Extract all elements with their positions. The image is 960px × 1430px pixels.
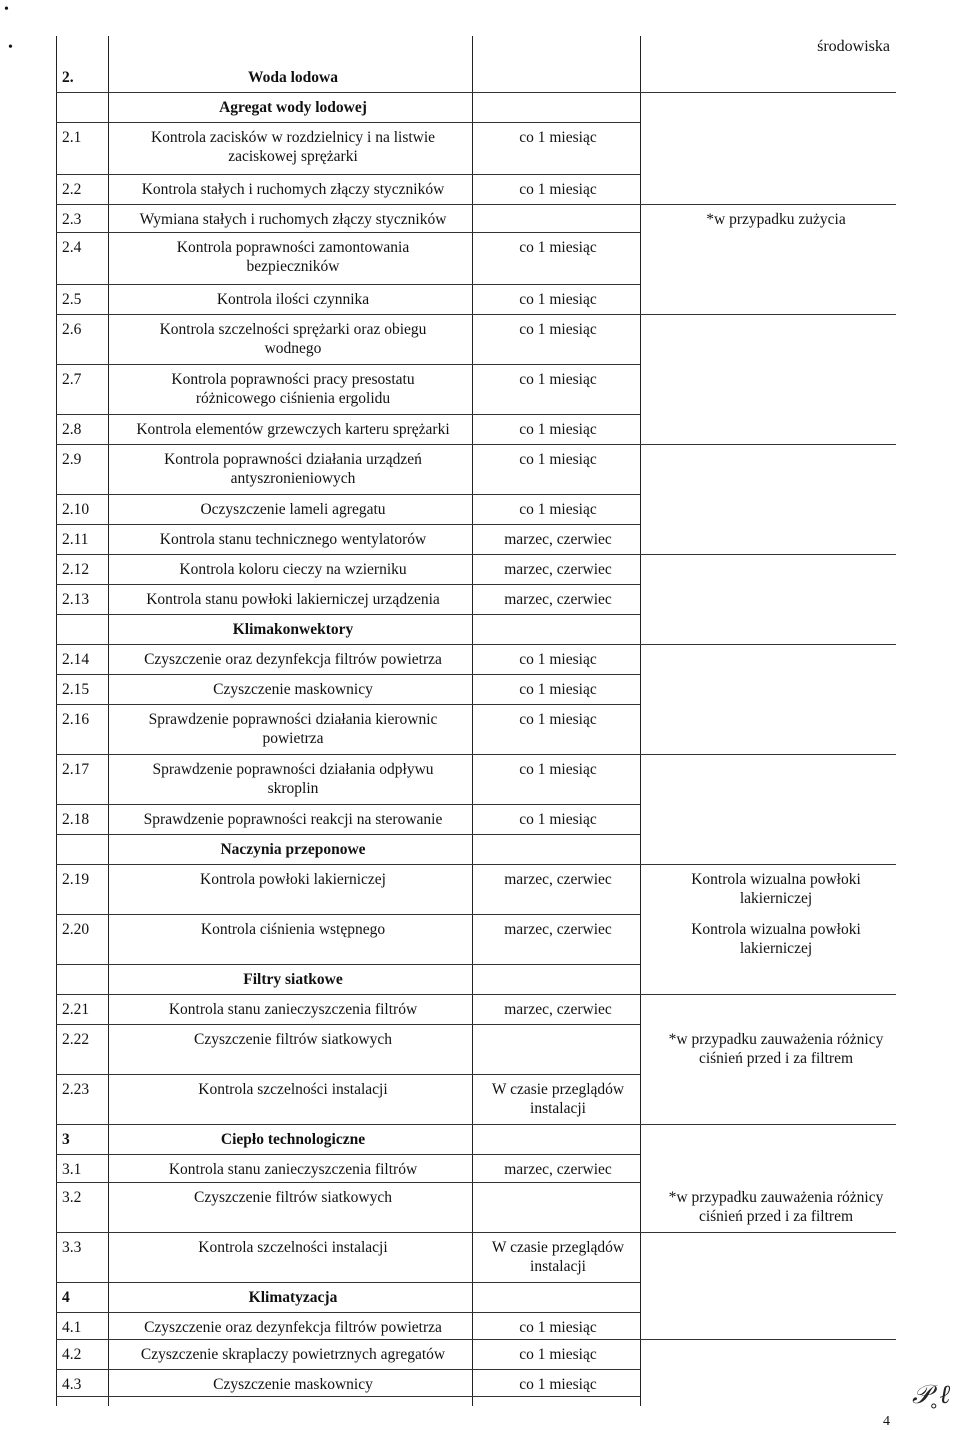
task-description: Kontrola stanu powłoki lakierniczej urządzenia <box>146 591 440 608</box>
row-separator <box>56 284 640 285</box>
row-separator <box>56 524 640 525</box>
row-separator <box>56 914 640 915</box>
row-number: 2.9 <box>62 451 82 468</box>
row-number: 2.2 <box>62 181 82 198</box>
row-separator <box>56 644 896 645</box>
row-separator <box>56 92 896 93</box>
row-separator <box>56 1024 640 1025</box>
row-separator <box>56 314 896 315</box>
task-description: Sprawdzenie poprawności działania odpływu skroplin <box>152 761 434 797</box>
section-heading: Agregat wody lodowej <box>219 99 367 116</box>
row-separator <box>56 1312 640 1313</box>
row-number: 2.7 <box>62 371 82 388</box>
task-description: Kontrola stałych i ruchomych złączy styczników <box>141 181 445 198</box>
row-number: 4.1 <box>62 1319 82 1336</box>
task-description: Oczyszczenie lameli agregatu <box>200 501 386 518</box>
section-heading: Filtry siatkowe <box>243 971 343 988</box>
task-frequency: marzec, czerwiec <box>504 561 612 578</box>
row-number: 2.19 <box>62 871 90 888</box>
row-number: 4.3 <box>62 1376 82 1393</box>
task-frequency: co 1 miesiąc <box>519 1319 597 1336</box>
task-description: Kontrola ilości czynnika <box>216 291 370 308</box>
task-description: Kontrola poprawności pracy presostatu różnicowego ciśnienia ergolidu <box>171 371 415 407</box>
row-separator <box>56 964 640 965</box>
row-separator <box>56 1396 640 1397</box>
task-frequency: co 1 miesiąc <box>519 371 597 388</box>
row-separator <box>56 444 896 445</box>
row-number: 2.6 <box>62 321 82 338</box>
task-frequency: co 1 miesiąc <box>519 501 597 518</box>
row-number: 3.1 <box>62 1161 82 1178</box>
task-description: Sprawdzenie poprawności działania kierownic powietrza <box>148 711 438 747</box>
task-note: *w przypadku zauważenia różnicy ciśnień przed i za filtrem <box>668 1031 884 1067</box>
row-separator <box>56 1339 896 1340</box>
task-frequency: co 1 miesiąc <box>519 291 597 308</box>
row-number: 2.15 <box>62 681 90 698</box>
row-number: 2.3 <box>62 211 82 228</box>
task-frequency: W czasie przeglądów instalacji <box>491 1081 625 1117</box>
row-separator <box>56 494 640 495</box>
task-frequency: co 1 miesiąc <box>519 811 597 828</box>
task-description: Kontrola szczelności instalacji <box>198 1081 388 1098</box>
task-frequency: marzec, czerwiec <box>504 1001 612 1018</box>
handwritten-signature: 𝒫˳ℓ <box>912 1380 951 1409</box>
task-description: Kontrola stanu technicznego wentylatorów <box>159 531 427 548</box>
task-description: Kontrola elementów grzewczych karteru sprężarki <box>136 421 450 438</box>
row-number: 2.4 <box>62 239 82 256</box>
task-description: Wymiana stałych i ruchomych złączy styczników <box>139 211 447 228</box>
task-description: Kontrola ciśnienia wstępnego <box>200 921 386 938</box>
page-number: 4 <box>883 1414 890 1429</box>
column-rule-left <box>56 36 57 1406</box>
row-number: 2.18 <box>62 811 90 828</box>
row-separator <box>56 834 640 835</box>
row-number: 3 <box>62 1131 70 1148</box>
row-separator <box>56 804 640 805</box>
task-frequency: co 1 miesiąc <box>519 761 597 778</box>
row-separator <box>56 1074 640 1075</box>
row-number: 2.20 <box>62 921 90 938</box>
task-description: Czyszczenie maskownicy <box>213 681 373 698</box>
row-separator <box>56 614 640 615</box>
task-description: Kontrola szczelności sprężarki oraz obiegu wodnego <box>159 321 427 357</box>
task-frequency: marzec, czerwiec <box>504 531 612 548</box>
task-frequency: W czasie przeglądów instalacji <box>491 1239 625 1275</box>
section-heading: Klimatyzacja <box>248 1289 338 1306</box>
task-frequency: co 1 miesiąc <box>519 711 597 728</box>
row-number: 4.2 <box>62 1346 82 1363</box>
row-separator <box>56 414 640 415</box>
row-number: 2.17 <box>62 761 90 778</box>
task-description: Kontrola zacisków w rozdzielnicy i na listwie zaciskowej sprężarki <box>150 129 436 165</box>
task-frequency: marzec, czerwiec <box>504 871 612 888</box>
task-frequency: co 1 miesiąc <box>519 1346 597 1363</box>
row-separator <box>56 1282 640 1283</box>
row-separator <box>56 1369 640 1370</box>
task-description: Kontrola stanu zanieczyszczenia filtrów <box>168 1161 418 1178</box>
task-description: Czyszczenie skraplaczy powietrznych agregatów <box>140 1346 446 1363</box>
section-heading: Naczynia przeponowe <box>220 841 366 858</box>
row-separator <box>56 232 640 233</box>
row-number: 2.1 <box>62 129 82 146</box>
row-number: 2.22 <box>62 1031 90 1048</box>
task-description: Czyszczenie oraz dezynfekcja filtrów powietrza <box>144 1319 442 1336</box>
task-frequency: marzec, czerwiec <box>504 591 612 608</box>
section-heading: Ciepło technologiczne <box>220 1131 366 1148</box>
task-description: Kontrola poprawności zamontowania bezpieczników <box>176 239 410 275</box>
task-description: Kontrola szczelności instalacji <box>198 1239 388 1256</box>
row-number: 2.10 <box>62 501 90 518</box>
row-separator <box>56 864 896 865</box>
row-number: 2.16 <box>62 711 90 728</box>
task-frequency: co 1 miesiąc <box>519 451 597 468</box>
scan-speck: • <box>4 2 9 17</box>
row-separator <box>56 754 896 755</box>
row-number: 2.5 <box>62 291 82 308</box>
row-number: 2.13 <box>62 591 90 608</box>
section-heading: Woda lodowa <box>247 69 338 86</box>
task-frequency: co 1 miesiąc <box>519 651 597 668</box>
task-description: Czyszczenie filtrów siatkowych <box>194 1031 392 1048</box>
task-description: Kontrola stanu zanieczyszczenia filtrów <box>168 1001 418 1018</box>
column-header-note: środowiska <box>817 38 890 55</box>
task-frequency: co 1 miesiąc <box>519 321 597 338</box>
section-heading: Klimakonwektory <box>232 621 354 638</box>
task-description: Sprawdzenie poprawności reakcji na sterowanie <box>143 811 443 828</box>
task-description: Czyszczenie oraz dezynfekcja filtrów powietrza <box>144 651 442 668</box>
row-number: 2.8 <box>62 421 82 438</box>
task-frequency: co 1 miesiąc <box>519 181 597 198</box>
task-frequency: marzec, czerwiec <box>504 1161 612 1178</box>
task-frequency: co 1 miesiąc <box>519 681 597 698</box>
task-description: Kontrola poprawności działania urządzeń antyszronieniowych <box>164 451 422 487</box>
task-description: Czyszczenie filtrów siatkowych <box>194 1189 392 1206</box>
row-separator <box>56 674 640 675</box>
row-separator <box>56 174 640 175</box>
task-note: *w przypadku zużycia <box>706 211 846 228</box>
row-separator <box>56 554 896 555</box>
row-number: 3.2 <box>62 1189 82 1206</box>
task-frequency: co 1 miesiąc <box>519 1376 597 1393</box>
task-description: Czyszczenie maskownicy <box>213 1376 373 1393</box>
task-frequency: marzec, czerwiec <box>504 921 612 938</box>
row-number: 2.14 <box>62 651 90 668</box>
row-number: 2.21 <box>62 1001 90 1018</box>
row-number: 2.12 <box>62 561 90 578</box>
row-separator <box>56 1182 640 1183</box>
task-description: Kontrola powłoki lakierniczej <box>200 871 386 888</box>
row-number: 2. <box>62 69 74 86</box>
row-separator <box>56 122 640 123</box>
row-number: 2.23 <box>62 1081 90 1098</box>
row-separator <box>56 1232 896 1233</box>
task-frequency: co 1 miesiąc <box>519 129 597 146</box>
task-note: Kontrola wizualna powłoki lakierniczej <box>691 871 861 907</box>
row-number: 2.11 <box>62 531 89 548</box>
row-number: 3.3 <box>62 1239 82 1256</box>
task-frequency: co 1 miesiąc <box>519 239 597 256</box>
row-separator <box>56 364 640 365</box>
scan-speck: • <box>8 40 13 55</box>
row-separator <box>56 704 640 705</box>
row-separator <box>56 204 896 205</box>
row-number: 4 <box>62 1289 70 1306</box>
task-note: Kontrola wizualna powłoki lakierniczej <box>691 921 861 957</box>
row-separator <box>56 584 640 585</box>
row-separator <box>56 1154 640 1155</box>
task-note: *w przypadku zauważenia różnicy ciśnień przed i za filtrem <box>668 1189 884 1225</box>
row-separator <box>56 1124 896 1125</box>
task-description: Kontrola koloru cieczy na wzierniku <box>179 561 407 578</box>
row-separator <box>56 994 896 995</box>
task-frequency: co 1 miesiąc <box>519 421 597 438</box>
